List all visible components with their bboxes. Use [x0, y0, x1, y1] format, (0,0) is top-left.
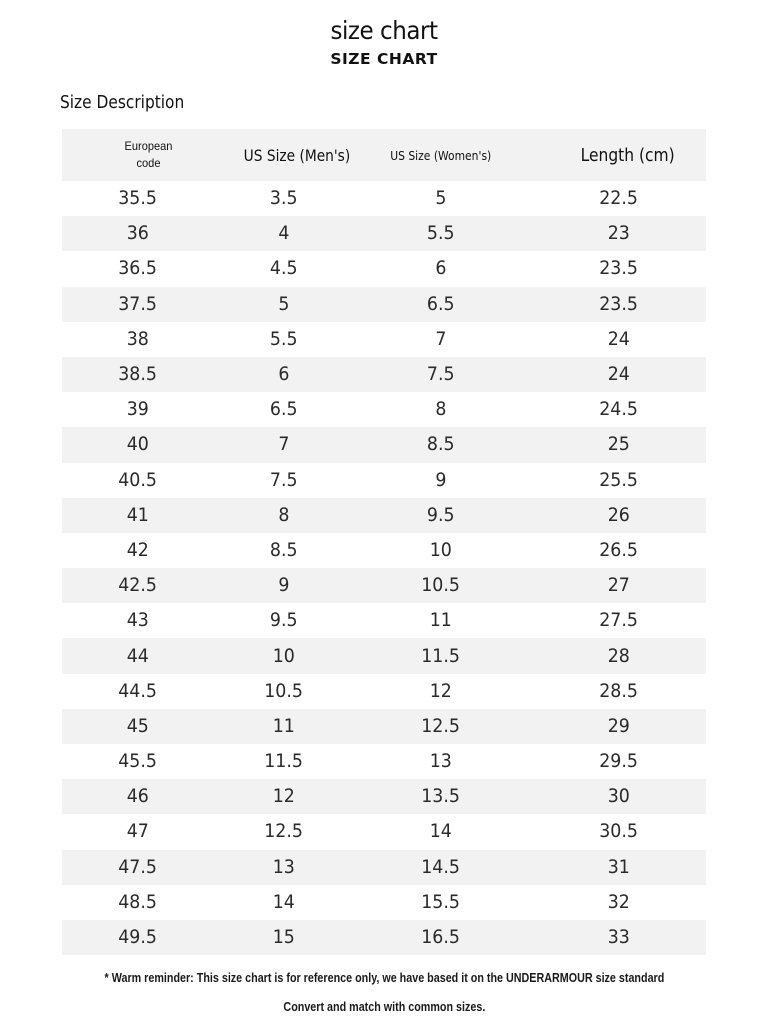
cell-length-value: 24.5 [599, 399, 638, 421]
warm-reminder-note [0, 971, 768, 985]
cell-european-code-value: 44 [126, 645, 149, 667]
cell-length [549, 357, 706, 392]
cell-us-women-value: 8.5 [426, 434, 455, 456]
cell-us-women [332, 638, 549, 673]
cell-us-men [235, 674, 332, 709]
cell-us-women [332, 814, 549, 849]
cell-length [549, 427, 706, 462]
cell-european-code [62, 744, 235, 779]
cell-us-men-value: 13 [272, 856, 295, 878]
cell-us-women [332, 392, 549, 427]
cell-european-code [62, 920, 235, 955]
cell-european-code [62, 287, 235, 322]
cell-us-men [235, 392, 332, 427]
cell-us-women [332, 427, 549, 462]
cell-european-code-value: 45.5 [118, 751, 157, 773]
cell-us-men [235, 779, 332, 814]
cell-length-value: 28 [607, 645, 630, 667]
cell-us-men [235, 885, 332, 920]
cell-us-men-value: 14 [272, 891, 295, 913]
table-row [62, 885, 706, 920]
cell-us-men-value: 15 [272, 927, 295, 949]
cell-us-women-value: 7 [434, 328, 447, 350]
cell-us-women-value: 7.5 [426, 364, 455, 386]
cell-european-code [62, 322, 235, 357]
cell-length-value: 23.5 [599, 258, 638, 280]
cell-european-code-value: 42 [126, 539, 149, 561]
cell-us-women-value: 11 [429, 610, 452, 632]
cell-us-women [332, 463, 549, 498]
cell-length [549, 638, 706, 673]
cell-european-code [62, 568, 235, 603]
cell-european-code-value: 48.5 [118, 891, 157, 913]
cell-us-women [332, 216, 549, 251]
cell-length [549, 181, 706, 216]
cell-us-women-value: 12 [429, 680, 452, 702]
cell-us-women [332, 709, 549, 744]
table-row [62, 392, 706, 427]
cell-us-men [235, 181, 332, 216]
table-row [62, 251, 706, 286]
cell-european-code-value: 38 [126, 328, 149, 350]
cell-european-code-value: 49.5 [118, 927, 157, 949]
cell-length [549, 885, 706, 920]
header-us-women-label: US Size (Women's) [389, 147, 492, 163]
cell-us-women [332, 744, 549, 779]
cell-european-code-value: 40.5 [118, 469, 157, 491]
cell-european-code [62, 674, 235, 709]
cell-us-men-value: 11 [272, 715, 295, 737]
cell-european-code [62, 251, 235, 286]
cell-us-men [235, 638, 332, 673]
cell-european-code [62, 498, 235, 533]
cell-european-code-value: 40 [126, 434, 149, 456]
cell-european-code-value: 36.5 [118, 258, 157, 280]
table-row [62, 427, 706, 462]
cell-length [549, 744, 706, 779]
cell-us-men [235, 287, 332, 322]
cell-us-men-value: 12.5 [264, 821, 303, 843]
cell-european-code-value: 46 [126, 786, 149, 808]
cell-us-women [332, 779, 549, 814]
warm-reminder-text-line2: Convert and match with common sizes. [283, 1000, 485, 1014]
cell-length [549, 814, 706, 849]
cell-european-code [62, 885, 235, 920]
cell-us-women-value: 10 [429, 539, 452, 561]
table-row [62, 322, 706, 357]
cell-us-men-value: 11.5 [264, 751, 303, 773]
cell-european-code-value: 38.5 [118, 364, 157, 386]
cell-us-men [235, 498, 332, 533]
cell-us-men-value: 8.5 [269, 539, 298, 561]
page-subtitle: SIZE CHART [330, 50, 438, 68]
cell-european-code [62, 779, 235, 814]
cell-length [549, 216, 706, 251]
header-us-men-label: US Size (Men's) [243, 145, 351, 165]
cell-us-men-value: 8 [277, 504, 290, 526]
cell-us-women-value: 15.5 [421, 891, 460, 913]
table-row [62, 181, 706, 216]
cell-length [549, 322, 706, 357]
cell-european-code-value: 41 [126, 504, 149, 526]
cell-us-men-value: 9 [277, 575, 290, 597]
cell-us-men-value: 6 [277, 364, 290, 386]
cell-us-women [332, 533, 549, 568]
cell-us-men-value: 12 [272, 786, 295, 808]
table-row [62, 744, 706, 779]
cell-us-women-value: 13.5 [421, 786, 460, 808]
table-row [62, 216, 706, 251]
cell-us-men [235, 568, 332, 603]
cell-us-men [235, 216, 332, 251]
cell-us-women-value: 5.5 [426, 223, 455, 245]
cell-us-women-value: 9 [434, 469, 447, 491]
cell-us-women-value: 14 [429, 821, 452, 843]
cell-us-men-value: 4.5 [269, 258, 298, 280]
cell-us-men-value: 6.5 [269, 399, 298, 421]
table-row [62, 638, 706, 673]
cell-european-code-value: 35.5 [118, 188, 157, 210]
cell-european-code [62, 216, 235, 251]
table-row [62, 287, 706, 322]
cell-european-code-value: 36 [126, 223, 149, 245]
cell-length-value: 28.5 [599, 680, 638, 702]
header-european-line1: European [124, 139, 173, 153]
cell-european-code [62, 814, 235, 849]
cell-length-value: 24 [607, 364, 630, 386]
cell-length-value: 24 [607, 328, 630, 350]
cell-us-women [332, 322, 549, 357]
cell-us-men-value: 5 [277, 293, 290, 315]
cell-us-men-value: 7 [277, 434, 290, 456]
cell-european-code-value: 47 [126, 821, 149, 843]
cell-us-women-value: 11.5 [421, 645, 460, 667]
cell-european-code [62, 850, 235, 885]
cell-us-women [332, 920, 549, 955]
header-us-women [332, 129, 549, 181]
cell-us-men-value: 5.5 [269, 328, 298, 350]
table-row [62, 603, 706, 638]
cell-length-value: 27.5 [599, 610, 638, 632]
header-length [549, 129, 706, 181]
cell-length-value: 25.5 [599, 469, 638, 491]
cell-us-men [235, 920, 332, 955]
cell-length-value: 22.5 [599, 188, 638, 210]
cell-length-value: 26 [607, 504, 630, 526]
cell-length [549, 533, 706, 568]
cell-length-value: 32 [607, 891, 630, 913]
cell-length-value: 29 [607, 715, 630, 737]
cell-us-women-value: 6 [434, 258, 447, 280]
cell-length [549, 251, 706, 286]
cell-european-code-value: 39 [126, 399, 149, 421]
cell-us-women-value: 14.5 [421, 856, 460, 878]
table-row [62, 674, 706, 709]
table-row [62, 498, 706, 533]
cell-length [549, 498, 706, 533]
cell-length-value: 23 [607, 223, 630, 245]
cell-length-value: 25 [607, 434, 630, 456]
cell-european-code [62, 181, 235, 216]
cell-european-code [62, 709, 235, 744]
table-row [62, 463, 706, 498]
cell-us-men [235, 427, 332, 462]
cell-us-women-value: 6.5 [426, 293, 455, 315]
header-length-label: Length (cm) [580, 144, 675, 166]
header-european-code [62, 129, 235, 181]
cell-us-men [235, 322, 332, 357]
cell-length [549, 392, 706, 427]
table-row [62, 533, 706, 568]
cell-european-code-value: 44.5 [118, 680, 157, 702]
cell-us-men [235, 744, 332, 779]
cell-european-code [62, 427, 235, 462]
cell-length [549, 287, 706, 322]
cell-us-men-value: 3.5 [269, 188, 298, 210]
cell-length [549, 603, 706, 638]
cell-us-women-value: 9.5 [426, 504, 455, 526]
cell-us-women [332, 181, 549, 216]
cell-us-women [332, 287, 549, 322]
header-us-men [235, 129, 351, 181]
cell-us-women [332, 885, 549, 920]
size-table [62, 129, 706, 955]
cell-us-men-value: 7.5 [269, 469, 298, 491]
cell-us-women [332, 568, 549, 603]
cell-length-value: 26.5 [599, 539, 638, 561]
cell-european-code [62, 533, 235, 568]
cell-length [549, 674, 706, 709]
cell-european-code [62, 392, 235, 427]
cell-us-men-value: 10 [272, 645, 295, 667]
cell-length [549, 568, 706, 603]
cell-us-women [332, 603, 549, 638]
cell-length-value: 30.5 [599, 821, 638, 843]
table-body [62, 181, 706, 955]
table-row [62, 850, 706, 885]
cell-european-code-value: 47.5 [118, 856, 157, 878]
cell-us-women-value: 13 [429, 751, 452, 773]
section-title: Size Description [60, 93, 185, 113]
cell-european-code-value: 45 [126, 715, 149, 737]
cell-length-value: 27 [607, 575, 630, 597]
cell-us-men [235, 850, 332, 885]
cell-european-code [62, 463, 235, 498]
warm-reminder-note-line2 [0, 1000, 768, 1014]
cell-us-men [235, 814, 332, 849]
cell-european-code [62, 357, 235, 392]
cell-length [549, 709, 706, 744]
table-row [62, 709, 706, 744]
page-title: size chart [330, 16, 438, 45]
cell-us-women-value: 10.5 [421, 575, 460, 597]
cell-length-value: 29.5 [599, 751, 638, 773]
table-row [62, 779, 706, 814]
cell-european-code-value: 43 [126, 610, 149, 632]
warm-reminder-text: * Warm reminder: This size chart is for reference only, we have based it on the UNDERARMOUR size standard [104, 971, 664, 985]
cell-us-women [332, 674, 549, 709]
cell-us-women [332, 251, 549, 286]
cell-us-women-value: 5 [434, 188, 447, 210]
cell-us-men [235, 463, 332, 498]
table-header-row [62, 129, 706, 181]
cell-us-men [235, 709, 332, 744]
cell-us-men-value: 10.5 [264, 680, 303, 702]
cell-length-value: 31 [607, 856, 630, 878]
cell-length [549, 850, 706, 885]
cell-length-value: 23.5 [599, 293, 638, 315]
table-row [62, 357, 706, 392]
cell-length-value: 33 [607, 927, 630, 949]
cell-us-men-value: 4 [277, 223, 290, 245]
cell-us-men [235, 603, 332, 638]
cell-length [549, 779, 706, 814]
cell-length [549, 463, 706, 498]
table-row [62, 568, 706, 603]
cell-european-code-value: 37.5 [118, 293, 157, 315]
cell-european-code-value: 42.5 [118, 575, 157, 597]
cell-length-value: 30 [607, 786, 630, 808]
cell-us-men [235, 357, 332, 392]
cell-us-women-value: 12.5 [421, 715, 460, 737]
cell-european-code [62, 603, 235, 638]
table-row [62, 920, 706, 955]
cell-us-men [235, 533, 332, 568]
cell-us-women [332, 357, 549, 392]
cell-us-women [332, 850, 549, 885]
cell-us-men [235, 251, 332, 286]
cell-us-women [332, 498, 549, 533]
cell-us-women-value: 8 [434, 399, 447, 421]
cell-us-men-value: 9.5 [269, 610, 298, 632]
cell-european-code [62, 638, 235, 673]
header-european-line2: code [136, 156, 161, 170]
table-row [62, 814, 706, 849]
cell-length [549, 920, 706, 955]
cell-us-women-value: 16.5 [421, 927, 460, 949]
